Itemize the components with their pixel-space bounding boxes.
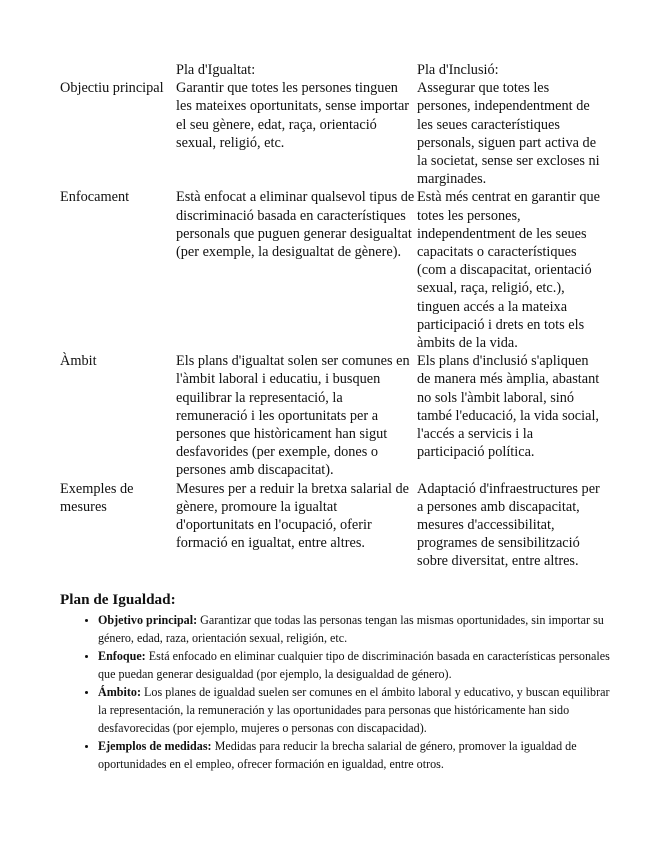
- list-item: [98, 738, 618, 773]
- comparison-table: [60, 61, 601, 571]
- plan-title: Plan de Igualdad:: [60, 591, 176, 608]
- table-row: [60, 79, 601, 188]
- list-item-term: Ejemplos de medidas:: [98, 739, 212, 754]
- list-item: [98, 612, 618, 647]
- cell-igualtat: Garantir que totes les persones tinguen les mateixes oportunitats, sense importar el seu gènere, edat, raça, orientació sexual, religió, etc.: [176, 80, 410, 151]
- cell-igualtat: Mesures per a reduir la bretxa salarial de gènere, promoure la igualtat d'oportunitats en l'ocupació, oferir formació en igualtat, entre altres.: [176, 480, 410, 552]
- table-row: [60, 352, 601, 479]
- row-label: Àmbit: [60, 353, 97, 370]
- table-row: [60, 480, 601, 571]
- cell-inclusio: Adaptació d'infraestructures per a persones amb discapacitat, mesures d'accessibilitat, programes de sensibilització sobre diversitat, entre altres.: [417, 480, 600, 570]
- list-item-term: Enfoque:: [98, 649, 146, 664]
- cell-igualtat: Està enfocat a eliminar qualsevol tipus de discriminació basada en característiques personals que puguen generar desigualtat (per exemple, la desigualtat de gènere).: [176, 189, 415, 261]
- cell-igualtat: Els plans d'igualtat solen ser comunes en l'àmbit laboral i educatiu, i busquen equilibrar la representació, la remuneració i les oportunitats per a persones que històricament han sigut desfavorides (per exemple, dones o persones amb discapacitat).: [176, 353, 410, 479]
- list-item: [98, 684, 618, 737]
- cell-inclusio: Assegurar que totes les persones, independentment de les seues característiques personals, siguen part activa de la societat, sense ser excloses ni marginades.: [417, 80, 600, 188]
- table-row: [60, 188, 601, 352]
- plan-list: [80, 612, 618, 774]
- row-label: Objectiu principal: [60, 80, 164, 97]
- list-item-text: Garantizar que todas las personas tengan las mismas oportunidades, sin importar su género, edad, raza, orientación sexual, religión, etc.: [98, 613, 604, 645]
- list-item-text: Los planes de igualdad suelen ser comunes en el ámbito laboral y educativo, y buscan equilibrar la representación, la remuneración y las oportunidades para personas que históricamente han sido desfavorecidas (por ejemplo, mujeres o personas con discapacidad).: [98, 685, 610, 735]
- header-cell-empty: [60, 61, 176, 79]
- list-item-text: Medidas para reducir la brecha salarial de género, promover la igualdad de oportunidades en el empleo, ofrecer formación en igualdad, entre otros.: [98, 739, 577, 771]
- cell-inclusio: Els plans d'inclusió s'apliquen de manera més àmplia, abastant no sols l'àmbit laboral, sinó també l'educació, la vida social, l'accés a servicis i la participació política.: [417, 353, 600, 461]
- row-label: Exemples de mesures: [60, 480, 134, 515]
- table-header-row: [60, 61, 601, 79]
- list-item: [98, 648, 618, 683]
- header-cell-inclusio: Pla d'Inclusió:: [417, 62, 499, 78]
- list-item-text: Está enfocado en eliminar cualquier tipo de discriminación basada en características personales que puedan generar desigualdad (por ejemplo, la desigualdad de género).: [98, 649, 610, 681]
- row-label: Enfocament: [60, 189, 130, 206]
- list-item-term: Objetivo principal:: [98, 613, 198, 627]
- header-cell-igualtat: Pla d'Igualtat:: [176, 62, 256, 78]
- list-item-term: Ámbito:: [98, 685, 141, 700]
- cell-inclusio: Està més centrat en garantir que totes les persones, independentment de les seues capacitats o característiques (com a discapacitat, orientació sexual, raça, religió, etc.), tinguen accés a la mateixa participació i drets en tots els àmbits de la vida.: [417, 189, 600, 352]
